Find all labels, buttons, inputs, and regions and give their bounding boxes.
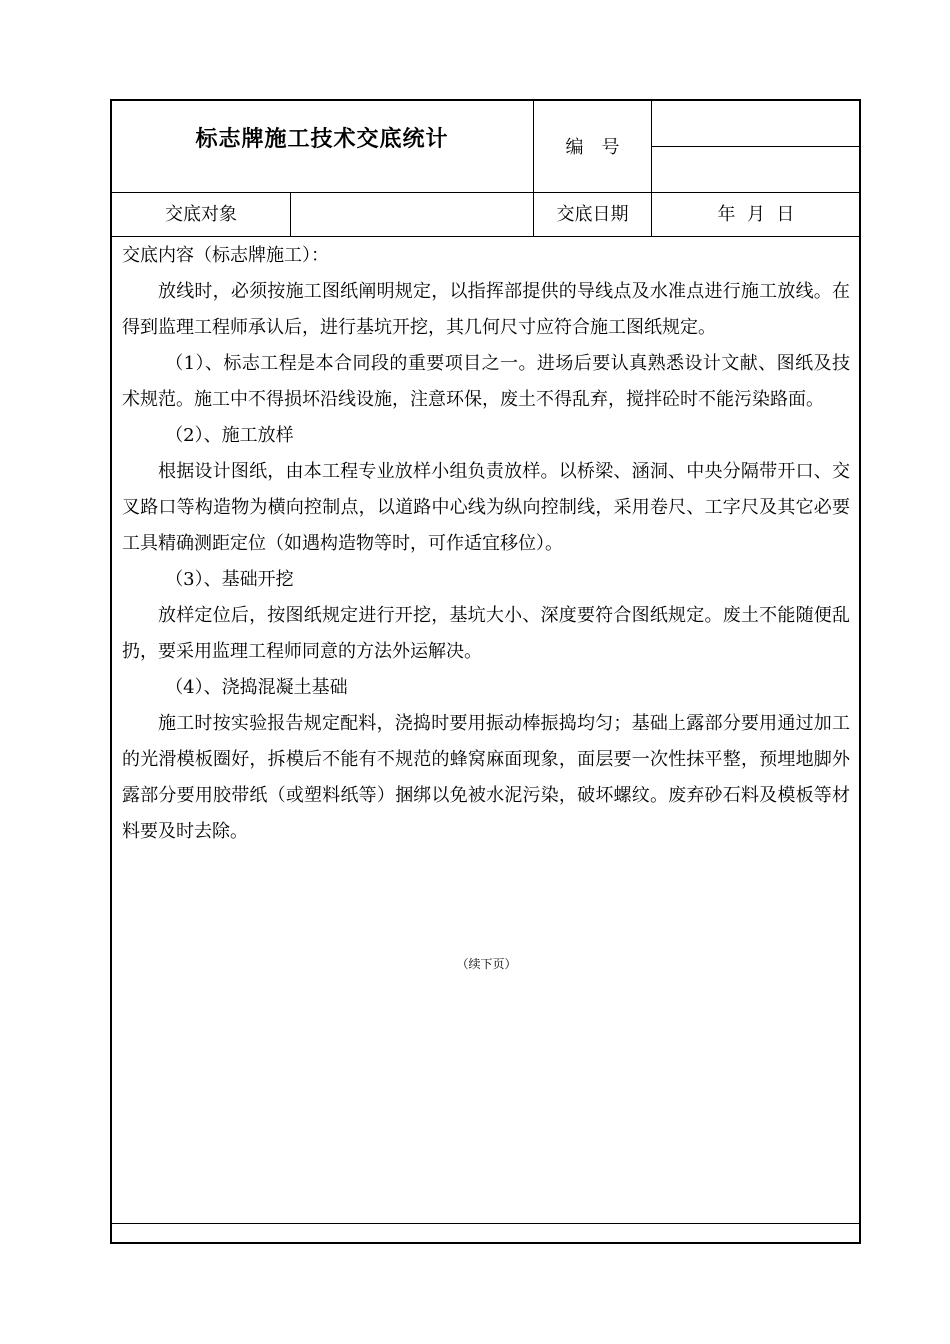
target-label: 交底对象 bbox=[165, 204, 237, 225]
content-item-3-title: （3）、基础开挖 bbox=[165, 569, 294, 590]
number-label: 编 号 bbox=[565, 137, 620, 158]
date-value: 年 月 日 bbox=[717, 204, 795, 225]
date-label: 交底日期 bbox=[556, 204, 629, 225]
info-row-bottom-rule bbox=[111, 236, 860, 237]
header-bottom-rule bbox=[111, 192, 860, 193]
content-item-2-title: （2）、施工放样 bbox=[165, 425, 294, 446]
content-item-3-body: 放样定位后，按图纸规定进行开挖，基坑大小、深度要符合图纸规定。废土不能随便乱扔，要采用监理工程师同意的方法外运解决。 bbox=[122, 605, 850, 662]
footer-rule bbox=[111, 1223, 860, 1224]
content-item-4-title: （4）、浇捣混凝土基础 bbox=[165, 677, 348, 698]
number-split-rule bbox=[651, 146, 860, 147]
page-title: 标志牌施工技术交底统计 bbox=[195, 126, 449, 152]
continued-note: （续下页） bbox=[456, 957, 517, 971]
content-heading: 交底内容（标志牌施工）： bbox=[122, 245, 329, 266]
info-col-divider bbox=[290, 192, 291, 236]
content-body bbox=[122, 238, 850, 850]
content-intro: 放线时，必须按施工图纸阐明规定，以指挥部提供的导线点及水准点进行施工放线。在得到监理工程师承认后，进行基坑开挖，其几何尺寸应符合施工图纸规定。 bbox=[122, 281, 850, 338]
content-item-2-body: 根据设计图纸，由本工程专业放样小组负责放样。以桥梁、涵洞、中央分隔带开口、交叉路口等构造物为横向控制点，以道路中心线为纵向控制线，采用卷尺、工字尺及其它必要工具精确测距定位（如遇构造物等时，可作适宜移位）。 bbox=[122, 461, 850, 554]
content-item-4-body: 施工时按实验报告规定配料，浇捣时要用振动棒振捣均匀；基础上露部分要用通过加工的光滑模板圈好，拆模后不能有不规范的蜂窝麻面现象，面层要一次性抹平整，预埋地脚外露部分要用胶带纸（或塑料纸等）捆绑以免被水泥污染，破坏螺纹。废弃砂石料及模板等材料要及时去除。 bbox=[122, 713, 850, 842]
content-item-1: （1）、标志工程是本合同段的重要项目之一。进场后要认真熟悉设计文献、图纸及技术规范。施工中不得损坏沿线设施，注意环保，废土不得乱弃，搅拌砼时不能污染路面。 bbox=[122, 353, 850, 410]
